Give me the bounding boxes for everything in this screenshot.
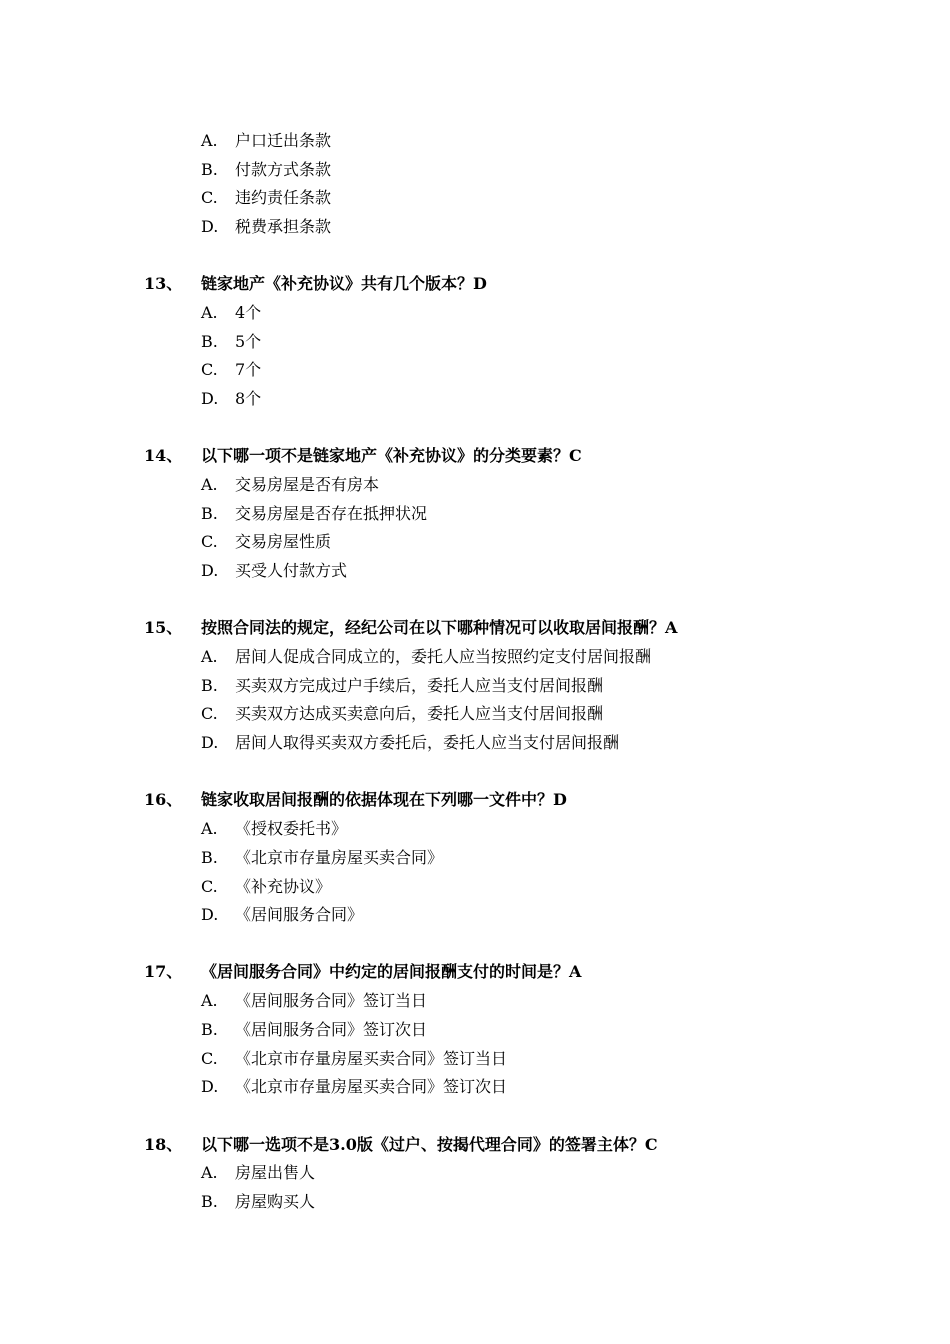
option-text: 5个: [235, 331, 262, 351]
option-letter: D.: [201, 905, 219, 925]
option-c: [0, 184, 950, 213]
question-13: [0, 270, 950, 413]
question-15: [0, 614, 950, 757]
question-number: 13、: [144, 274, 183, 294]
option-d: [0, 901, 950, 930]
option-letter: A.: [201, 647, 218, 667]
option-letter: A.: [201, 303, 218, 323]
option-letter: B.: [201, 503, 218, 523]
question-heading: [0, 786, 950, 815]
option-c: [0, 700, 950, 729]
question-number: 16、: [144, 790, 183, 810]
option-letter: B.: [201, 1019, 218, 1039]
option-letter: A.: [201, 131, 218, 150]
option-text: 《北京市存量房屋买卖合同》: [235, 847, 444, 867]
option-text: 《授权委托书》: [235, 819, 348, 839]
option-letter: D.: [201, 733, 219, 753]
option-text: 买卖双方完成过户手续后，委托人应当支付居间报酬: [235, 675, 604, 695]
option-text: 4个: [235, 303, 262, 323]
option-letter: C.: [201, 876, 218, 896]
option-letter: C.: [201, 704, 218, 724]
option-text: 《居间服务合同》签订次日: [235, 1019, 428, 1039]
option-b: [0, 672, 950, 701]
option-letter: D.: [201, 217, 219, 237]
option-letter: B.: [201, 1191, 218, 1211]
option-text: 7个: [235, 360, 262, 380]
option-text: 《居间服务合同》签订当日: [235, 991, 428, 1011]
option-b: [0, 844, 950, 873]
question-heading: [0, 614, 950, 643]
question-12-partial: [0, 127, 950, 242]
option-text: 居间人取得买卖双方委托后，委托人应当支付居间报酬: [235, 733, 620, 753]
option-d: [0, 1073, 950, 1102]
question-number: 14、: [144, 446, 183, 466]
question-17: [0, 958, 950, 1101]
option-c: [0, 1045, 950, 1074]
option-letter: A.: [201, 991, 218, 1011]
question-14: [0, 442, 950, 585]
option-d: [0, 729, 950, 758]
option-c: [0, 356, 950, 385]
option-b: [0, 156, 950, 185]
question-number: 18、: [144, 1134, 183, 1154]
option-text: 房屋购买人: [235, 1191, 316, 1211]
option-d: [0, 557, 950, 586]
option-text: 买受人付款方式: [235, 561, 348, 581]
option-text: 8个: [235, 389, 262, 409]
option-a: [0, 815, 950, 844]
option-text: 违约责任条款: [235, 188, 332, 208]
option-letter: D.: [201, 561, 219, 581]
option-c: [0, 873, 950, 902]
option-letter: C.: [201, 360, 218, 380]
option-a: [0, 987, 950, 1016]
option-b: [0, 1188, 950, 1217]
option-a: [0, 471, 950, 500]
option-text: 户口迁出条款: [235, 131, 332, 150]
question-text: 按照合同法的规定，经纪公司在以下哪种情况可以收取居间报酬？A: [201, 618, 678, 638]
option-letter: D.: [201, 1077, 219, 1097]
question-text: 链家地产《补充协议》共有几个版本？D: [201, 274, 487, 294]
option-b: [0, 500, 950, 529]
question-number: 15、: [144, 618, 183, 638]
option-letter: A.: [201, 1163, 218, 1183]
question-heading: [0, 958, 950, 987]
question-text: 链家收取居间报酬的依据体现在下列哪一文件中？D: [201, 790, 567, 810]
option-letter: B.: [201, 847, 218, 867]
option-b: [0, 1016, 950, 1045]
option-text: 付款方式条款: [235, 159, 332, 179]
option-text: 《北京市存量房屋买卖合同》签订次日: [235, 1077, 508, 1097]
option-c: [0, 528, 950, 557]
option-letter: C.: [201, 532, 218, 552]
option-a: [0, 127, 950, 156]
option-letter: B.: [201, 675, 218, 695]
option-text: 居间人促成合同成立的，委托人应当按照约定支付居间报酬: [235, 647, 652, 667]
option-text: 税费承担条款: [235, 217, 332, 237]
option-text: 《北京市存量房屋买卖合同》签订当日: [235, 1048, 508, 1068]
option-text: 《居间服务合同》: [235, 905, 364, 925]
question-text: 以下哪一选项不是3.0版《过户、按揭代理合同》的签署主体？C: [201, 1134, 658, 1154]
option-letter: B.: [201, 331, 218, 351]
option-letter: D.: [201, 389, 219, 409]
question-text: 《居间服务合同》中约定的居间报酬支付的时间是？A: [201, 962, 582, 982]
option-d: [0, 385, 950, 414]
option-letter: C.: [201, 1048, 218, 1068]
question-heading: [0, 442, 950, 471]
option-letter: A.: [201, 475, 218, 495]
option-a: [0, 643, 950, 672]
option-b: [0, 328, 950, 357]
option-a: [0, 1159, 950, 1188]
question-heading: [0, 1131, 950, 1160]
option-text: 交易房屋是否有房本: [235, 475, 380, 495]
option-text: 买卖双方达成买卖意向后，委托人应当支付居间报酬: [235, 704, 604, 724]
option-text: 交易房屋是否存在抵押状况: [235, 503, 428, 523]
question-text: 以下哪一项不是链家地产《补充协议》的分类要素？C: [201, 446, 582, 466]
option-letter: A.: [201, 819, 218, 839]
option-letter: C.: [201, 188, 218, 208]
question-heading: [0, 270, 950, 299]
option-letter: B.: [201, 159, 218, 179]
option-text: 《补充协议》: [235, 876, 332, 896]
question-16: [0, 786, 950, 929]
option-d: [0, 213, 950, 242]
option-text: 房屋出售人: [235, 1163, 316, 1183]
option-a: [0, 299, 950, 328]
document-page: [0, 127, 950, 1245]
question-18: [0, 1131, 950, 1217]
option-text: 交易房屋性质: [235, 532, 332, 552]
question-number: 17、: [144, 962, 183, 982]
